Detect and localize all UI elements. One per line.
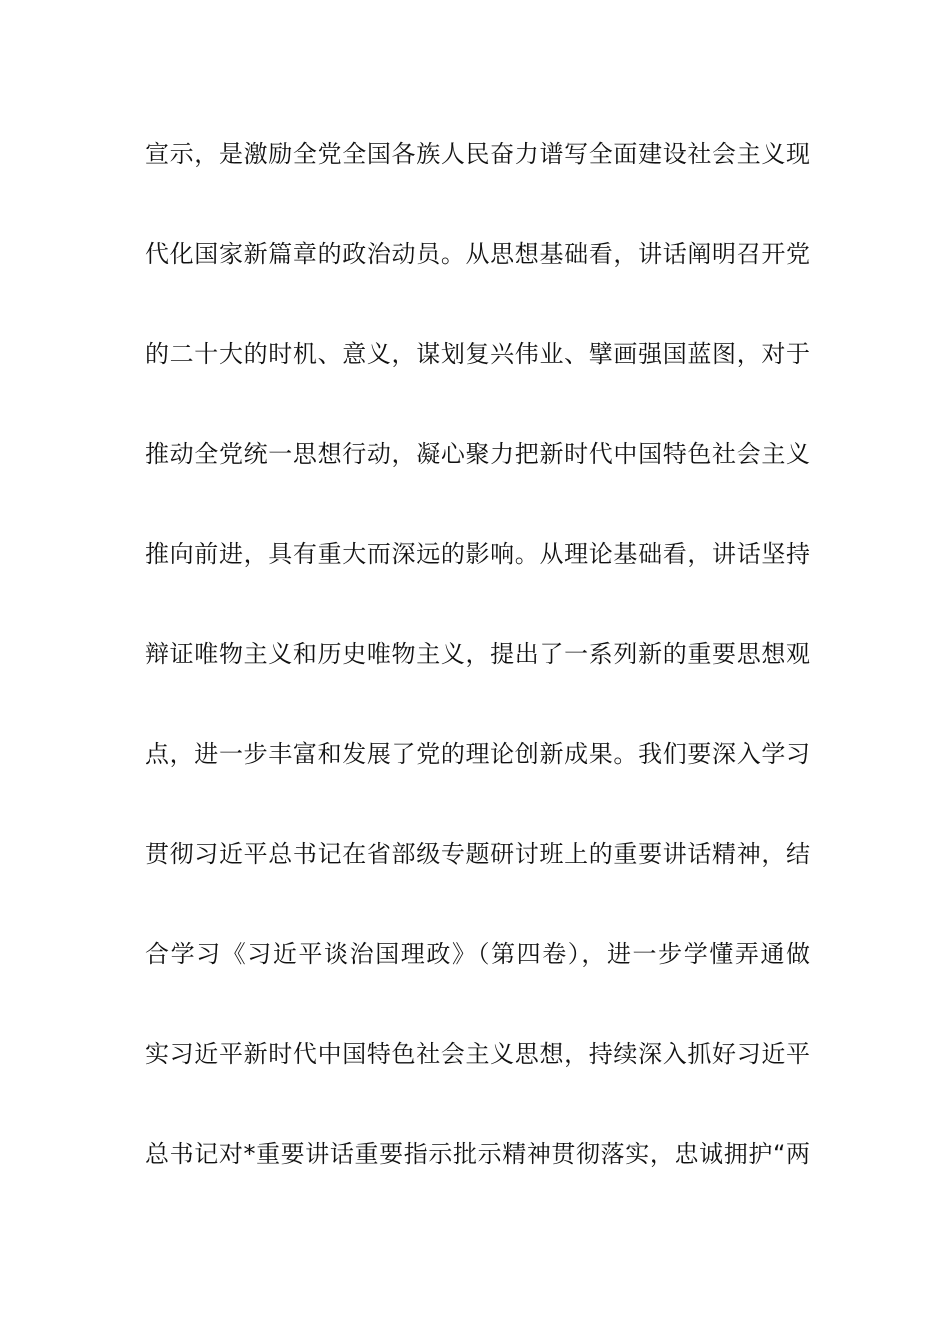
text-line: 合学习《习近平谈治国理政》（第四卷），进一步学懂弄通做 xyxy=(145,940,810,968)
text-line: 点，进一步丰富和发展了党的理论创新成果。我们要深入学习 xyxy=(145,740,810,768)
text-line: 推向前进，具有重大而深远的影响。从理论基础看，讲话坚持 xyxy=(145,540,810,568)
body-text xyxy=(145,130,810,1230)
text-line: 辩证唯物主义和历史唯物主义，提出了一系列新的重要思想观 xyxy=(145,640,810,668)
text-line: 宣示，是激励全党全国各族人民奋力谱写全面建设社会主义现 xyxy=(145,140,810,168)
text-line: 的二十大的时机、意义，谋划复兴伟业、擘画强国蓝图，对于 xyxy=(145,340,810,368)
text-line: 贯彻习近平总书记在省部级专题研讨班上的重要讲话精神，结 xyxy=(145,840,810,868)
text-line: 推动全党统一思想行动，凝心聚力把新时代中国特色社会主义 xyxy=(145,440,810,468)
text-line: 总书记对*重要讲话重要指示批示精神贯彻落实，忠诚拥护“两 xyxy=(145,1140,810,1168)
text-line: 实习近平新时代中国特色社会主义思想，持续深入抓好习近平 xyxy=(145,1040,810,1068)
text-line: 代化国家新篇章的政治动员。从思想基础看，讲话阐明召开党 xyxy=(145,240,810,268)
